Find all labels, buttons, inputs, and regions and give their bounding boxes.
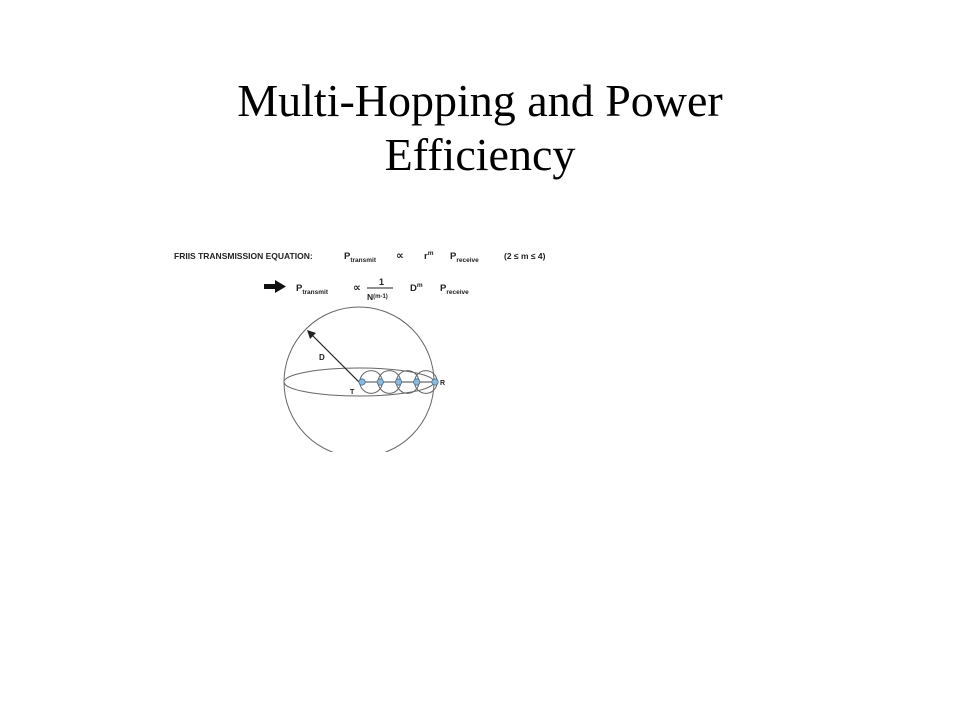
transmitter-label: T	[350, 389, 355, 396]
fraction-denominator: $N^{(m-1)}$	[367, 292, 388, 302]
equation-condition: (2 ≤ m ≤ 4)	[504, 251, 546, 261]
equation-rhs-power: $P_{receive}$	[450, 251, 479, 264]
slide-title-line-1: Multi-Hopping and Power	[237, 75, 723, 126]
multihop-equation	[264, 277, 469, 302]
radius-line	[310, 333, 359, 382]
fraction-numerator: 1	[379, 277, 385, 287]
range-sphere	[284, 307, 434, 452]
proportional-symbol: ∝	[396, 250, 404, 262]
equation-lhs-power: $P_{transmit}$	[344, 251, 376, 264]
friis-diagram-figure	[168, 240, 564, 452]
relay-node	[395, 379, 401, 385]
equation-distance-term: $r^m$	[424, 250, 434, 262]
implies-arrow-icon	[264, 280, 286, 293]
radius-label: D	[319, 353, 325, 362]
slide-title	[120, 74, 840, 182]
equation-label: FRIIS TRANSMISSION EQUATION:	[174, 251, 313, 261]
friis-equation	[174, 250, 546, 264]
equation2-distance-term: $D^m$	[410, 282, 423, 294]
receiver-label: R	[440, 380, 446, 387]
receiver-node	[432, 379, 438, 385]
equation2-rhs-power: $P_{receive}$	[440, 283, 469, 296]
slide-title-line-2: Efficiency	[384, 129, 576, 180]
friis-diagram-svg	[168, 240, 564, 452]
equation2-lhs-power: $P_{transmit}$	[296, 283, 328, 296]
equation2-proportional-symbol: ∝	[353, 282, 361, 294]
transmitter-node	[359, 379, 365, 385]
relay-node	[414, 379, 420, 385]
relay-node	[377, 379, 383, 385]
